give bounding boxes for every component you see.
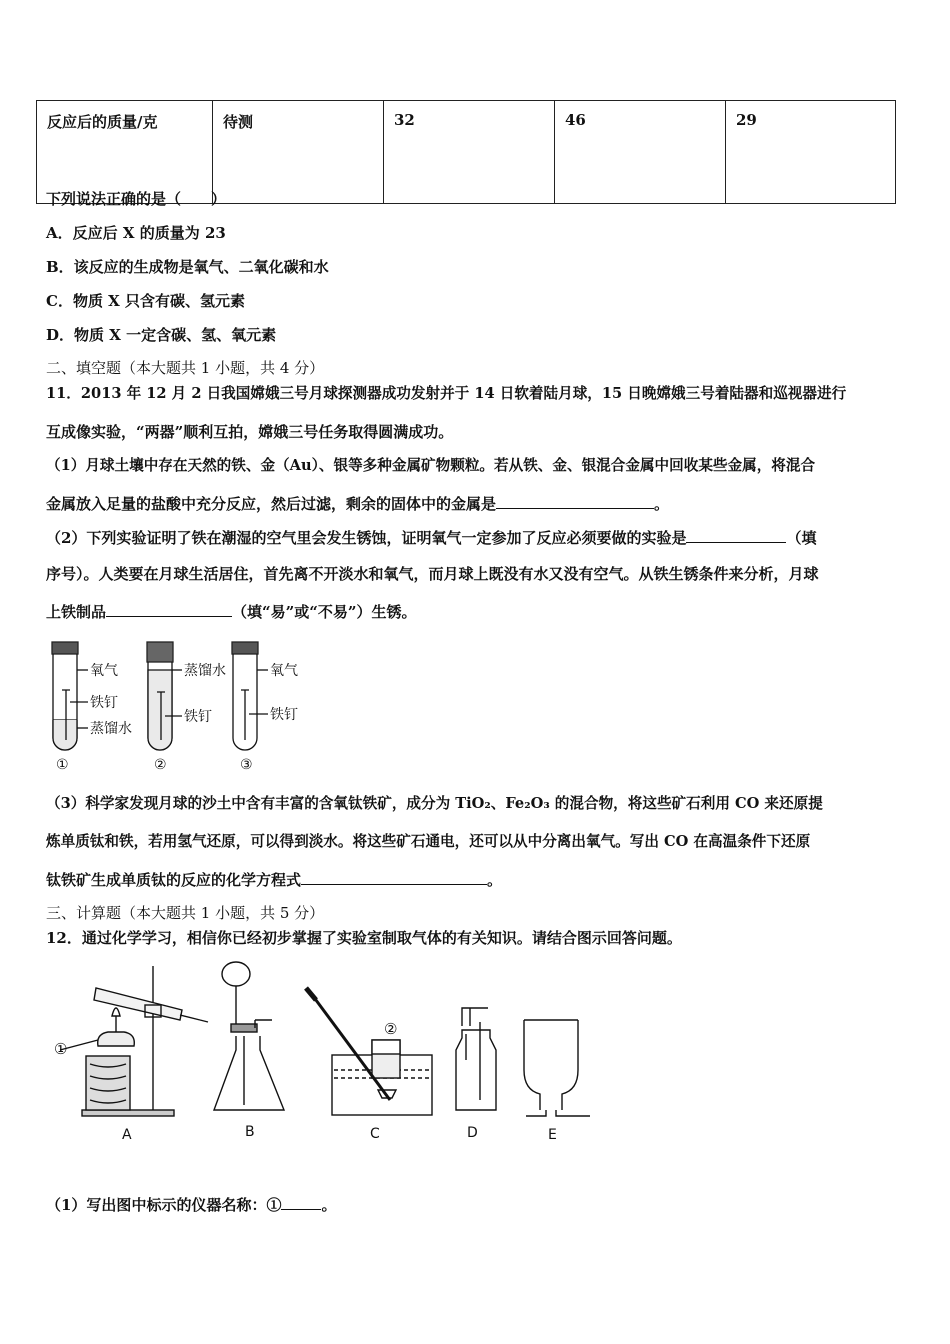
table-cell: 待测 <box>213 101 384 204</box>
tube1-label-nail: 铁钉 <box>90 695 118 711</box>
q11-part1-end: 。 <box>654 495 670 513</box>
tube2-label-water: 蒸馏水 <box>184 663 226 679</box>
q12-sub1 <box>46 1195 336 1214</box>
tube2-number: ② <box>154 757 167 773</box>
table-cell: 29 <box>726 101 896 204</box>
q12-sub1-end: 。 <box>321 1196 337 1214</box>
q11-part2: 序号）。人类要在月球生活居住，首先离不开淡水和氧气，而月球上既没有水又没有空气。从铁生锈条件来分析，月球 <box>46 565 819 583</box>
q11-part2-end: （填“易”或“不易”）生锈。 <box>232 603 417 621</box>
q11-part3-end: 。 <box>487 871 503 889</box>
option-c: C．物质 X 只含有碳、氢元素 <box>46 292 246 310</box>
answer-blank[interactable] <box>496 494 654 509</box>
answer-blank[interactable] <box>106 602 232 617</box>
option-a: A．反应后 X 的质量为 23 <box>46 224 226 242</box>
apparatus-e-label: E <box>548 1127 557 1143</box>
option-d: D．物质 X 一定含碳、氢、氧元素 <box>46 326 277 344</box>
question-stem: 下列说法正确的是（ ） <box>46 190 227 208</box>
table-row <box>37 101 896 204</box>
section-title: 二、填空题（本大题共 1 小题，共 4 分） <box>46 359 325 377</box>
q11-part2-tail: （填 <box>786 529 817 547</box>
option-b: B．该反应的生成物是氧气、二氧化碳和水 <box>46 258 329 276</box>
q11-part2 <box>46 528 816 547</box>
mark-2: ② <box>384 1020 398 1038</box>
q11-part3 <box>46 870 502 889</box>
answer-blank[interactable] <box>281 1195 321 1210</box>
q11-part1 <box>46 494 669 513</box>
q11-part2-text: （2）下列实验证明了铁在潮湿的空气里会发生锈蚀，证明氧气一定参加了反应必须要做的实验是 <box>46 529 687 547</box>
q11-part1: （1）月球土壤中存在天然的铁、金（Au）、银等多种金属矿物颗粒。若从铁、金、银混合金属中回收某些金属，将混合 <box>46 457 816 474</box>
q11-line: 互成像实验，“两器”顺利互拍，嫦娥三号任务取得圆满成功。 <box>46 423 454 441</box>
q11-part3: （3）科学家发现月球的沙土中含有丰富的含氧钛铁矿，成分为 TiO₂、Fe₂O₃ 的混合物，将这些矿石利用 CO 来还原提 <box>46 795 823 812</box>
mass-table <box>36 100 896 204</box>
q11-part1-text: 金属放入足量的盐酸中充分反应，然后过滤，剩余的固体中的金属是 <box>46 495 497 513</box>
row-label: 反应后的质量/克 <box>37 101 213 204</box>
q12-stem: 12．通过化学学习，相信你已经初步掌握了实验室制取气体的有关知识。请结合图示回答问题。 <box>46 929 682 947</box>
tube3-label-oxygen: 氧气 <box>270 663 298 679</box>
tube1-label-water: 蒸馏水 <box>90 721 132 737</box>
table-cell: 32 <box>384 101 555 204</box>
tube1-label-oxygen: 氧气 <box>90 663 118 679</box>
answer-blank[interactable] <box>301 870 487 885</box>
tube1-number: ① <box>56 757 69 773</box>
q11-part3-text: 钛铁矿生成单质钛的反应的化学方程式 <box>46 871 302 889</box>
q11-part2 <box>46 602 417 621</box>
apparatus-d-label: D <box>467 1125 478 1141</box>
apparatus-b-label: B <box>245 1124 255 1140</box>
q12-sub1-text: （1）写出图中标示的仪器名称：① <box>46 1196 282 1214</box>
apparatus-c-label: C <box>370 1126 380 1142</box>
q11-part2-text: 上铁制品 <box>46 603 107 621</box>
q11-line: 11．2013 年 12 月 2 日我国嫦娥三号月球探测器成功发射并于 14 日软着陆月球，15 日晚嫦娥三号着陆器和巡视器进行 <box>46 385 847 402</box>
section-title: 三、计算题（本大题共 1 小题，共 5 分） <box>46 904 325 922</box>
apparatus-a-label: A <box>122 1127 132 1143</box>
q11-part3: 炼单质钛和铁，若用氢气还原，可以得到淡水。将这些矿石通电，还可以从中分离出氧气。写出 CO 在高温条件下还原 <box>46 833 811 850</box>
tube3-number: ③ <box>240 757 253 773</box>
table-cell: 46 <box>555 101 726 204</box>
apparatus-figure <box>50 960 610 1120</box>
answer-blank[interactable] <box>686 528 786 543</box>
tube3-label-nail: 铁钉 <box>270 707 298 723</box>
tube2-label-nail: 铁钉 <box>184 709 212 725</box>
mark-1: ① <box>54 1040 68 1058</box>
